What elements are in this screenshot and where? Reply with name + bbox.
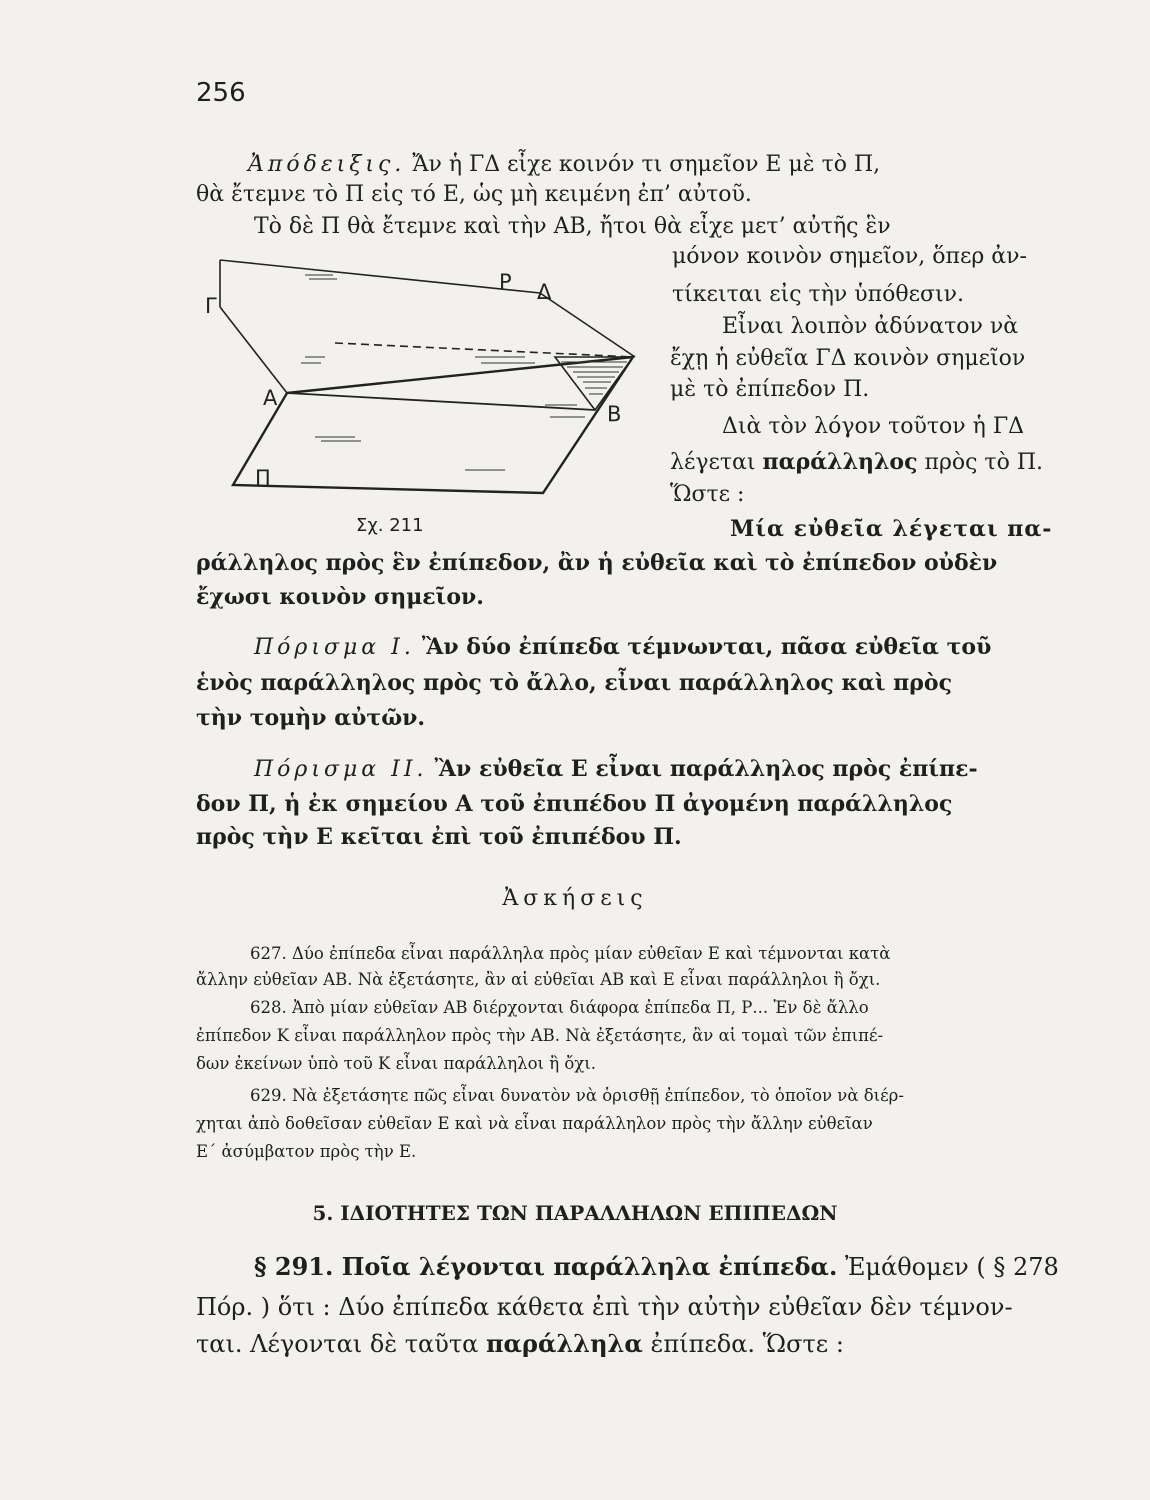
corollary2-line-2: δον Π, ἡ ἐκ σημείου Α τοῦ ἐπιπέδου Π ἀγομένη παράλληλος (196, 791, 953, 817)
corollary2-text-1: Ἂν εὐθεῖα Ε εἶναι παράλληλος πρὸς ἐπίπε- (434, 756, 978, 782)
proof-line-7: ἔχῃ ἡ εὐθεῖα ΓΔ κοινὸν σημεῖον (670, 346, 1026, 371)
exercise-628-line-1: 628. Ἀπὸ μίαν εὐθεῖαν ΑΒ διέρχονται διάφορα ἐπίπεδα Π, Ρ... Ἐν δὲ ἄλλο (250, 998, 869, 1017)
proof-line-6: Εἶναι λοιπὸν ἀδύνατον νὰ (722, 314, 1019, 339)
paragraph-291-text-3c: ἐπίπεδα. Ὥστε : (650, 1330, 844, 1358)
paragraph-291-line-1 (254, 1250, 1059, 1284)
label-r: Ρ (499, 270, 512, 294)
corollary2-line-1 (254, 754, 978, 785)
proof-term-parallel: παράλληλος (762, 449, 918, 475)
label-gamma: Γ (205, 294, 217, 318)
upper-plane-side-edge (220, 307, 287, 393)
corollary1-line-1 (254, 632, 991, 663)
upper-plane-right-edge (540, 293, 635, 357)
label-pi: Π (255, 466, 271, 490)
proof-line-3: Τὸ δὲ Π θὰ ἔτεμνε καὶ τὴν ΑΒ, ἤτοι θὰ εἶχε μετ’ αὐτῆς ἓν (254, 214, 891, 239)
figure-caption: Σχ. 211 (356, 515, 424, 536)
exercise-627-line-1: 627. Δύο ἐπίπεδα εἶναι παράλληλα πρὸς μίαν εὐθεῖαν Ε καὶ τέμνονται κατὰ (250, 944, 891, 963)
corollary1-label: Πόρισμα Ι. (254, 635, 415, 660)
paragraph-291-text-1: Ἐμάθομεν ( § 278 (844, 1253, 1059, 1281)
exercise-628-line-3: δων ἐκείνων ὑπὸ τοῦ Κ εἶναι παράλληλοι ἢ ὄχι. (196, 1054, 596, 1073)
exercise-627-line-2: ἄλλην εὐθεῖαν ΑΒ. Νὰ ἐξετάσητε, ἂν αἱ εὐθεῖαι ΑΒ καὶ Ε εἶναι παράλληλοι ἢ ὄχι. (196, 970, 881, 989)
definition-line-1: Μία εὐθεῖα λέγεται πα- (730, 516, 1053, 542)
paragraph-291-text-3a: ται. Λέγονται δὲ ταῦτα (196, 1330, 479, 1358)
definition-line-3: ἔχωσι κοινὸν σημεῖον. (196, 584, 484, 610)
label-delta: Δ (537, 280, 552, 304)
line-ab (287, 393, 595, 410)
proof-text-10a: λέγεται (670, 450, 756, 475)
upper-plane-top-edge (220, 260, 540, 293)
figure-211 (205, 245, 645, 500)
paragraph-291-line-2: Πόρ. ) ὅτι : Δύο ἐπίπεδα κάθετα ἐπὶ τὴν αὐτὴν εὐθεῖαν δὲν τέμνον- (196, 1293, 1013, 1321)
proof-line-4: μόνον κοινὸν σημεῖον, ὅπερ ἀν- (672, 244, 1027, 269)
corollary2-line-3: πρὸς τὴν Ε κεῖται ἐπὶ τοῦ ἐπιπέδου Π. (196, 824, 682, 850)
exercise-629-line-2: χηται ἀπὸ δοθεῖσαν εὐθεῖαν Ε καὶ νὰ εἶναι παράλληλον πρὸς τὴν ἄλλην εὐθεῖαν (196, 1114, 873, 1133)
proof-text-10c: πρὸς τὸ Π. (924, 450, 1044, 475)
proof-line-8: μὲ τὸ ἐπίπεδον Π. (670, 377, 870, 402)
corollary1-line-3: τὴν τομὴν αὐτῶν. (196, 705, 426, 731)
exercises-title: Ἀσκήσεις (502, 886, 648, 911)
paragraph-291-head: § 291. Ποῖα λέγονται παράλληλα ἐπίπεδα. (254, 1252, 838, 1281)
corollary2-label: Πόρισμα ΙΙ. (254, 757, 428, 782)
exercise-628-line-2: ἐπίπεδον Κ εἶναι παράλληλον πρὸς τὴν ΑΒ. Νὰ ἐξετάσητε, ἂν αἱ τομαὶ τῶν ἐπιπέ- (196, 1026, 884, 1045)
plane-pi (233, 357, 633, 493)
section-heading: 5. ΙΔΙΟΤΗΤΕΣ ΤΩΝ ΠΑΡΑΛΛΗΛΩΝ ΕΠΙΠΕΔΩΝ (312, 1201, 838, 1225)
paragraph-291-term-parallel: παράλληλα (485, 1329, 643, 1358)
proof-line-2: θὰ ἔτεμνε τὸ Π εἰς τό Ε, ὡς μὴ κειμένη ἐπ’ αὐτοῦ. (196, 182, 752, 207)
proof-text-1: Ἄν ἡ ΓΔ εἶχε κοινόν τι σημεῖον Ε μὲ τὸ Π, (412, 152, 881, 177)
dashed-hidden-edge (335, 343, 633, 357)
proof-line-11: Ὥστε : (670, 482, 745, 507)
exercise-629-line-3: Ε΄ ἀσύμβατον πρὸς τὴν Ε. (196, 1142, 417, 1161)
page-number: 256 (196, 78, 246, 108)
proof-line-1 (248, 150, 880, 180)
definition-line-2: ράλληλος πρὸς ἓν ἐπίπεδον, ἂν ἡ εὐθεῖα καὶ τὸ ἐπίπεδον οὐδὲν (196, 550, 998, 576)
proof-line-10 (670, 447, 1043, 478)
proof-label: Ἀπόδειξις. (248, 152, 406, 177)
paragraph-291-line-3 (196, 1327, 844, 1361)
corollary1-line-2: ἑνὸς παράλληλος πρὸς τὸ ἄλλο, εἶναι παράλληλος καὶ πρὸς (196, 670, 952, 696)
label-a: Α (263, 386, 278, 410)
exercise-629-line-1: 629. Νὰ ἐξετάσητε πῶς εἶναι δυνατὸν νὰ ὁρισθῇ ἐπίπεδον, τὸ ὁποῖον νὰ διέρ- (250, 1086, 904, 1105)
proof-line-9: Διὰ τὸν λόγον τοῦτον ἡ ΓΔ (722, 414, 1024, 439)
proof-line-5: τίκειται εἰς τὴν ὑπόθεσιν. (672, 282, 965, 307)
label-b: Β (607, 402, 622, 426)
corollary1-text-1: Ἂν δύο ἐπίπεδα τέμνωνται, πᾶσα εὐθεῖα τοῦ (421, 634, 992, 660)
